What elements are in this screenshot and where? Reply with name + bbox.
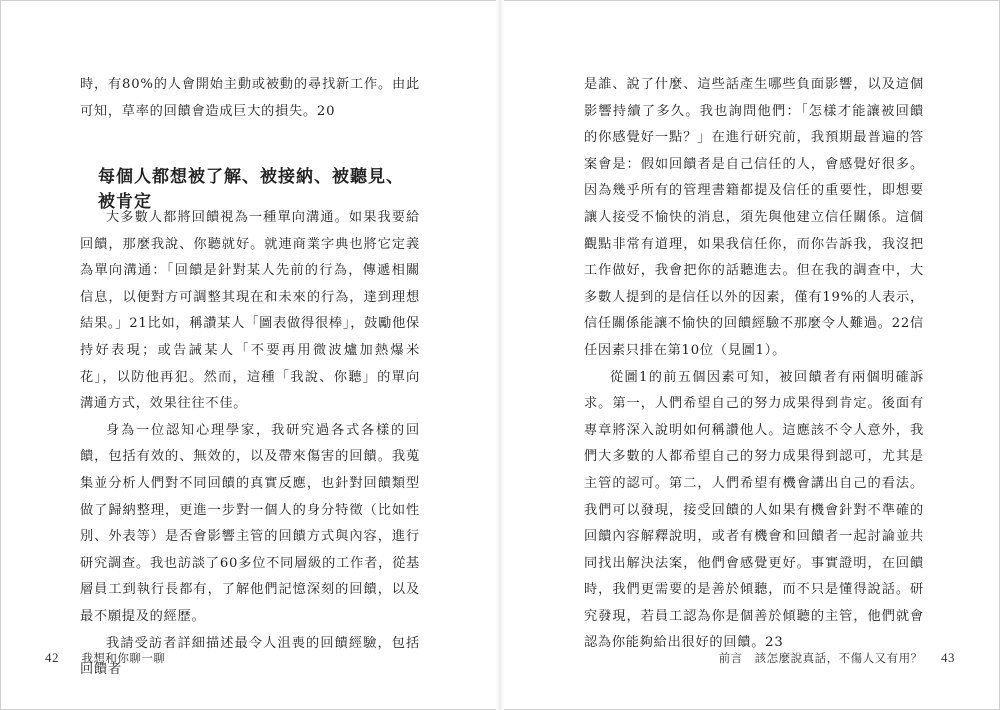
- right-footer: [719, 650, 955, 666]
- left-running-title: 我想和你聊一聊: [81, 651, 166, 665]
- left-body-main: [80, 205, 420, 684]
- left-paragraph-2: 大多數人都將回饋視為一種單向溝通。如果我要給回饋，那麼我說、你聽就好。就連商業字典也將它定義為單向溝通：「回饋是針對某人先前的行為，傳遞相關信息，以便對方可調整其現在和未來的行為，達到理想結果。」21比如，稱讚某人「圖表做得很棒」，鼓勵他保持好表現；或告誡某人「不要再用微波爐加熱爆米花」，以防他再犯。然而，這種「我說、你聽」的單向溝通方式，效果往往不佳。: [80, 210, 420, 412]
- left-footer: [45, 650, 165, 666]
- left-body: [80, 72, 420, 125]
- left-paragraph-4: 我請受訪者詳細描述最令人沮喪的回饋經驗，包括回饋者: [80, 635, 420, 678]
- left-paragraph-3: 身為一位認知心理學家，我研究過各式各樣的回饋，包括有效的、無效的，以及帶來傷害的回饋。我蒐集並分析人們對不同回饋的真實反應，也針對回饋類型做了歸納整理，更進一步對一個人的身分特徵（比如性別、外表等）是否會影響主管的回饋方式與內容，進行研究調查。我也訪談了60多位不同層級的工作者，從基層員工到執行長都有，了解他們記憶深刻的回饋，以及最不願提及的經歷。: [80, 422, 420, 624]
- right-paragraph-1: 是誰、說了什麼、這些話產生哪些負面影響，以及這個影響持續了多久。我也詢問他們：「怎樣才能讓被回饋的你感覺好一點？」在進行研究前，我預期最普遍的答案會是：假如回饋者是自己信任的人，會感覺好很多。因為幾乎所有的管理書籍都提及信任的重要性，即想要讓人接受不愉快的消息，須先與他建立信任關係。這個觀點非常有道理，如果我信任你，而你告訴我，我沒把工作做好，我會把你的話聽進去。但在我的調查中，大多數人提到的是信任以外的因素，僅有19%的人表示，信任關係能讓不愉快的回饋經驗不那麼令人難過。22信任因素只排在第10位（見圖1）。: [584, 77, 924, 358]
- left-paragraph-1: 時，有80%的人會開始主動或被動的尋找新工作。由此可知，草率的回饋會造成巨大的損失。20: [80, 77, 420, 119]
- right-paragraph-2: 從圖1的前五個因素可知，被回饋者有兩個明確訴求。第一，人們希望自己的努力成果得到肯定。後面有專章將深入說明如何稱讚他人。這應該不令人意外，我們大多數的人都希望自己的努力成果得到認可，尤其是主管的認可。第二，人們希望有機會講出自己的看法。我們可以發現，接受回饋的人如果有機會針對不準確的回饋內容解釋說明，或者有機會和回饋者一起討論並共同找出解決法案，他們會感覺更好。事實證明，在回饋時，我們更需要的是善於傾聽，而不只是懂得說話。研究發現，若員工認為你是個善於傾聽的主管，他們就會認為你能夠給出很好的回饋。23: [584, 369, 924, 651]
- right-page-number: 43: [941, 650, 955, 665]
- section-heading: 每個人都想被了解、被接納、被聽見、被肯定: [98, 167, 404, 212]
- right-body: [584, 72, 924, 657]
- left-page-number: 42: [45, 650, 59, 665]
- right-running-title: 前言 該怎麼說真話，不傷人又有用？: [718, 651, 923, 665]
- right-page: [500, 0, 1000, 710]
